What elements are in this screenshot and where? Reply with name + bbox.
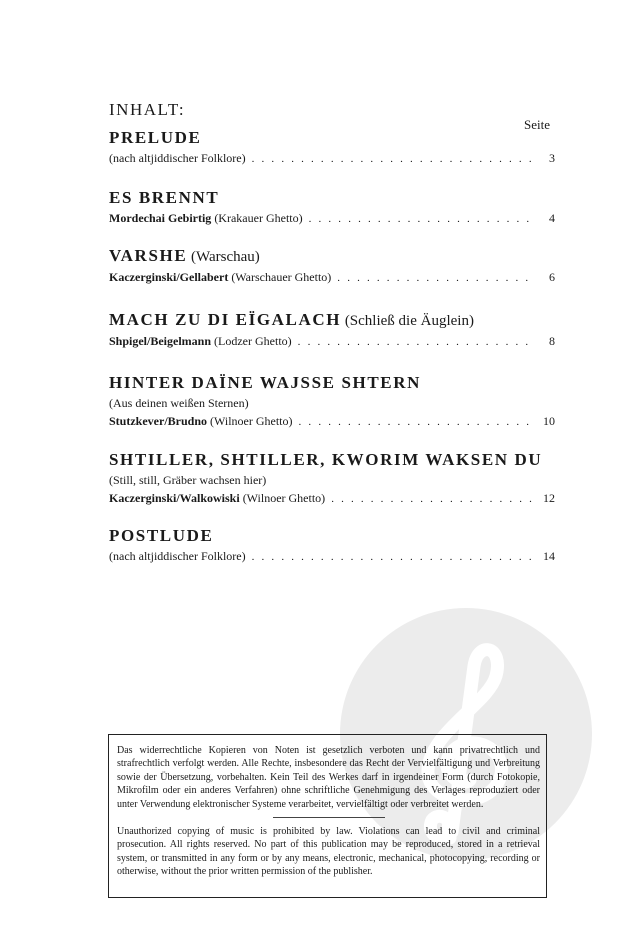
page-number: 6 xyxy=(549,270,555,284)
entry-authors: Shpigel/Beigelmann xyxy=(109,334,212,348)
page-number: 3 xyxy=(549,151,555,165)
entry-title: MACH ZU DI EÏGALACH (Schließ die Äuglein) xyxy=(109,310,474,329)
dot-leader xyxy=(309,211,535,227)
entry-title: POSTLUDE xyxy=(109,526,214,545)
toc-entry-postlude xyxy=(109,526,555,565)
entry-authors: Stutzkever/Brudno xyxy=(109,414,208,428)
entry-authors: Mordechai Gebirtig xyxy=(109,211,212,225)
dot-leader xyxy=(252,549,535,565)
toc-line[interactable] xyxy=(109,150,555,167)
entry-description: (Warschauer Ghetto) xyxy=(228,270,332,284)
copyright-notice-box xyxy=(108,734,547,898)
dot-leader xyxy=(337,270,535,286)
entry-title: ES BRENNT xyxy=(109,188,220,207)
toc-line[interactable] xyxy=(109,210,555,227)
toc-line[interactable] xyxy=(109,269,555,286)
page-column-label: Seite xyxy=(524,117,550,132)
toc-entry-prelude xyxy=(109,128,555,167)
separator-line xyxy=(273,817,385,818)
page-number: 10 xyxy=(543,414,555,428)
entry-title: PRELUDE xyxy=(109,128,202,147)
page-number: 12 xyxy=(543,491,555,505)
toc-entry-varshe xyxy=(109,246,555,286)
toc-line[interactable] xyxy=(109,413,555,430)
page-number: 14 xyxy=(543,549,555,563)
entry-description: (Wilnoer Ghetto) xyxy=(239,491,326,505)
dot-leader xyxy=(299,414,535,430)
toc-line[interactable] xyxy=(109,490,555,507)
toc-line[interactable] xyxy=(109,333,555,350)
dot-leader xyxy=(252,151,535,167)
page-number: 4 xyxy=(549,211,555,225)
entry-subtitle: (Aus deinen weißen Sternen) xyxy=(109,396,249,410)
copyright-english: Unauthorized copying of music is prohibited by law. Violations can lead to civil and criminal prosecution. All rights reserved. No part of this publication may be reproduced, stored in a retrieval system, or transmitted in any form or by any means, electronic, mechanical, photocopying, recording or otherwise, without the prior written permission of the publisher. xyxy=(117,826,540,878)
entry-authors: Kaczerginski/Walkowiski xyxy=(109,491,240,505)
page-number: 8 xyxy=(549,334,555,348)
dot-leader xyxy=(298,334,535,350)
entry-authors: Kaczerginski/Gellabert xyxy=(109,270,229,284)
toc-heading: INHALT: xyxy=(109,100,186,119)
toc-entry-es-brennt xyxy=(109,188,555,227)
entry-title: VARSHE (Warschau) xyxy=(109,246,260,265)
entry-description: (Wilnoer Ghetto) xyxy=(207,414,293,428)
entry-title: HINTER DAÏNE WAJSSE SHTERN xyxy=(109,373,421,392)
entry-description: (nach altjiddischer Folklore) xyxy=(109,151,246,165)
entry-description: (Lodzer Ghetto) xyxy=(211,334,292,348)
entry-description: (nach altjiddischer Folklore) xyxy=(109,549,246,563)
toc-line[interactable] xyxy=(109,548,555,565)
toc-entry-hinter-daine-wajsse-shtern xyxy=(109,373,555,430)
dot-leader xyxy=(331,491,535,507)
toc-entry-mach-zu-di-eigalach xyxy=(109,310,555,350)
entry-subtitle: (Still, still, Gräber wachsen hier) xyxy=(109,473,267,487)
entry-description: (Krakauer Ghetto) xyxy=(211,211,303,225)
copyright-german: Das widerrechtliche Kopieren von Noten ist gesetzlich verboten und kann privatrechtlich und strafrechtlich verfolgt werden. Alle Rechte, insbesondere das Recht der Vervielfältigung und Verbreitung sowie der Übersetzung, vorbehalten. Kein Teil des Werkes darf in irgendeiner Form (durch Fotokopie, Mikrofilm oder ein anderes Verfahren) ohne schriftliche Genehmigung des Verlages reproduziert oder unter Verwendung elektronischer Systeme verarbeitet, vervielfältigt oder verbreitet werden. xyxy=(117,745,540,810)
entry-title: SHTILLER, SHTILLER, KWORIM WAKSEN DU xyxy=(109,450,543,469)
toc-entry-shtiller-shtiller xyxy=(109,450,555,507)
